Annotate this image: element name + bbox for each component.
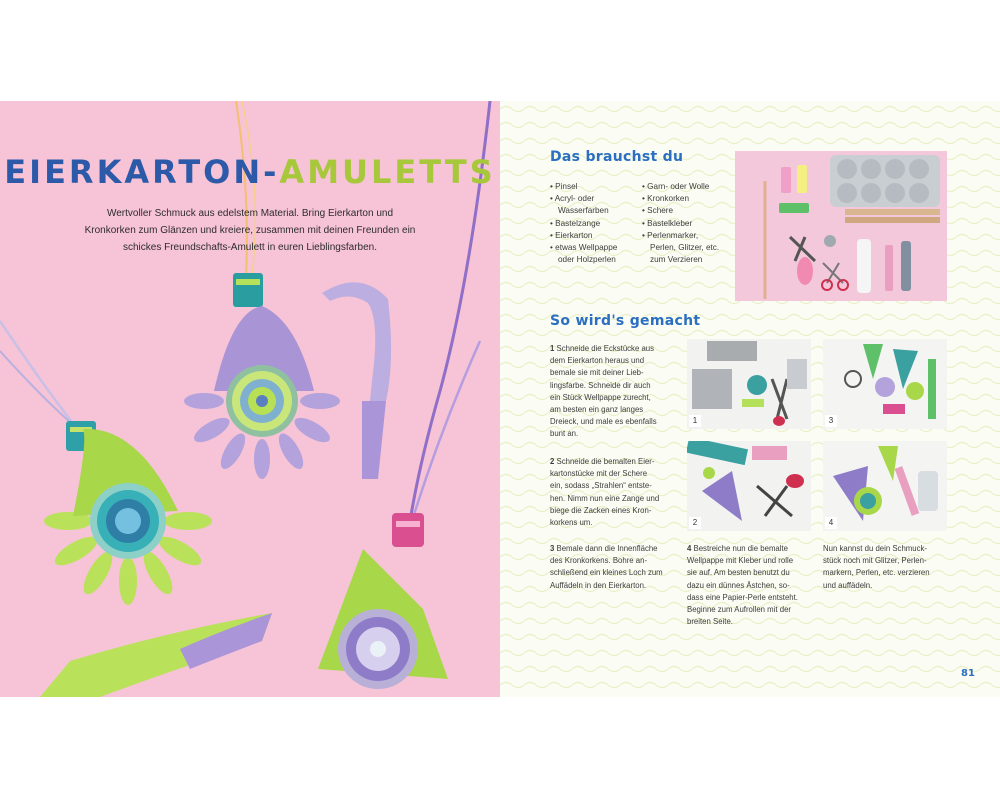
step-2-text bbox=[550, 456, 680, 529]
page-number: 81 bbox=[961, 668, 975, 679]
material-item: • etwas Wellpappe bbox=[550, 243, 618, 253]
intro-line: Wertvoller Schmuck aus edelstem Material. Bring Eierkarton und bbox=[106, 208, 394, 219]
step-line: Auffädeln in den Eierkarton. bbox=[550, 580, 647, 590]
right-page bbox=[500, 101, 1000, 697]
step-line: markern, Perlen, etc. verzieren bbox=[823, 568, 930, 578]
materials-photo bbox=[735, 151, 947, 301]
material-item: • Acryl- oder bbox=[550, 194, 595, 204]
photo-label: 1 bbox=[689, 415, 701, 427]
step-3-text bbox=[550, 543, 682, 592]
step-line: und auffädeln. bbox=[823, 580, 873, 590]
step-line: Schneide die bemalten Eier- bbox=[556, 457, 655, 466]
step-line: Beginne zum Aufrollen mit der bbox=[687, 605, 792, 615]
step-line: Nun kannst du dein Schmuck- bbox=[823, 544, 928, 553]
step-line: bemale sie mit deiner Lieb- bbox=[550, 368, 644, 378]
material-item: Wasserfarben bbox=[558, 206, 609, 216]
step-line: Bemale dann die Innenfläche bbox=[556, 544, 658, 553]
step-line: korkens um. bbox=[550, 518, 593, 528]
step-photo-1 bbox=[687, 339, 811, 429]
material-item: zum Verzieren bbox=[650, 255, 703, 265]
step-number: 4 bbox=[687, 544, 692, 553]
materials-list-col1 bbox=[550, 181, 617, 266]
intro-line: schickes Freundschafts-Amulett in euren Lieblingsfarben. bbox=[122, 242, 378, 253]
material-item: • Schere bbox=[642, 206, 674, 216]
material-item: • Bastelkleber bbox=[642, 218, 693, 228]
step-line: dem Eierkarton heraus und bbox=[550, 356, 645, 366]
materials-list-col2 bbox=[642, 181, 719, 266]
step-1-text bbox=[550, 343, 680, 441]
step-photo-2 bbox=[687, 441, 811, 531]
title-part-blue: EIERKARTON- bbox=[4, 153, 280, 191]
step-line: dass eine Papier-Perle entsteht. bbox=[687, 592, 798, 602]
material-item: • Kronkorken bbox=[642, 194, 690, 204]
page-title bbox=[0, 153, 500, 191]
step-line: am besten ein ganz langes bbox=[550, 405, 644, 415]
step-line: ein Stück Wellpappe zurecht, bbox=[550, 392, 651, 402]
step-line: bunt an. bbox=[550, 429, 579, 439]
material-item: • Bastelzange bbox=[550, 218, 601, 228]
step-line: dazu ein dünnes Ästchen, so- bbox=[687, 580, 790, 590]
steps-heading: So wird's gemacht bbox=[550, 313, 701, 329]
left-page bbox=[0, 101, 500, 697]
title-part-green: AMULETTS bbox=[279, 153, 496, 191]
material-item: oder Holzperlen bbox=[558, 255, 616, 265]
step-photo-4 bbox=[823, 441, 947, 531]
step-line: stück noch mit Glitzer, Perlen- bbox=[823, 556, 927, 566]
intro-line: Kronkorken zum Glänzen und kreiere, zusammen mit deinen Freunden ein bbox=[84, 225, 416, 236]
step-number: 1 bbox=[550, 344, 555, 353]
step-line: schließend ein kleines Loch zum bbox=[550, 568, 663, 578]
step-line: lingsfarbe. Schneide dir auch bbox=[550, 380, 651, 390]
step-line: Bestreiche nun die bemalte bbox=[693, 544, 789, 553]
materials-heading: Das brauchst du bbox=[550, 149, 684, 165]
step-line: ein, sodass „Strahlen“ entste- bbox=[550, 481, 652, 491]
photo-label: 4 bbox=[825, 517, 837, 529]
step-number: 3 bbox=[550, 544, 555, 553]
step-line: biege die Zacken eines Kron- bbox=[550, 505, 652, 515]
step-line: Schneide die Eckstücke aus bbox=[556, 344, 655, 353]
photo-label: 3 bbox=[825, 415, 837, 427]
step-line: des Kronkorkens. Bohre an- bbox=[550, 556, 648, 566]
material-item: • Pinsel bbox=[550, 182, 578, 191]
book-spread bbox=[0, 101, 1000, 697]
photo-label: 2 bbox=[689, 517, 701, 529]
step-line: hen. Nimm nun eine Zange und bbox=[550, 493, 660, 503]
step-4-text bbox=[687, 543, 819, 628]
step-line: Dreieck, und male es ebenfalls bbox=[550, 417, 657, 427]
material-item: • Perlenmarker, bbox=[642, 230, 699, 240]
material-item: Perlen, Glitzer, etc. bbox=[650, 243, 720, 253]
step-line: kartonstücke mit der Schere bbox=[550, 469, 648, 479]
material-item: • Garn- oder Wolle bbox=[642, 182, 710, 191]
step-photo-3 bbox=[823, 339, 947, 429]
step-final-text bbox=[823, 543, 955, 592]
step-line: Wellpappe mit Kleber und rolle bbox=[687, 556, 794, 566]
material-item: • Eierkarton bbox=[550, 230, 593, 240]
intro-text bbox=[78, 205, 422, 256]
step-line: sie auf. Am besten benutzt du bbox=[687, 568, 790, 578]
step-number: 2 bbox=[550, 457, 555, 466]
step-line: breiten Seite. bbox=[687, 617, 733, 627]
